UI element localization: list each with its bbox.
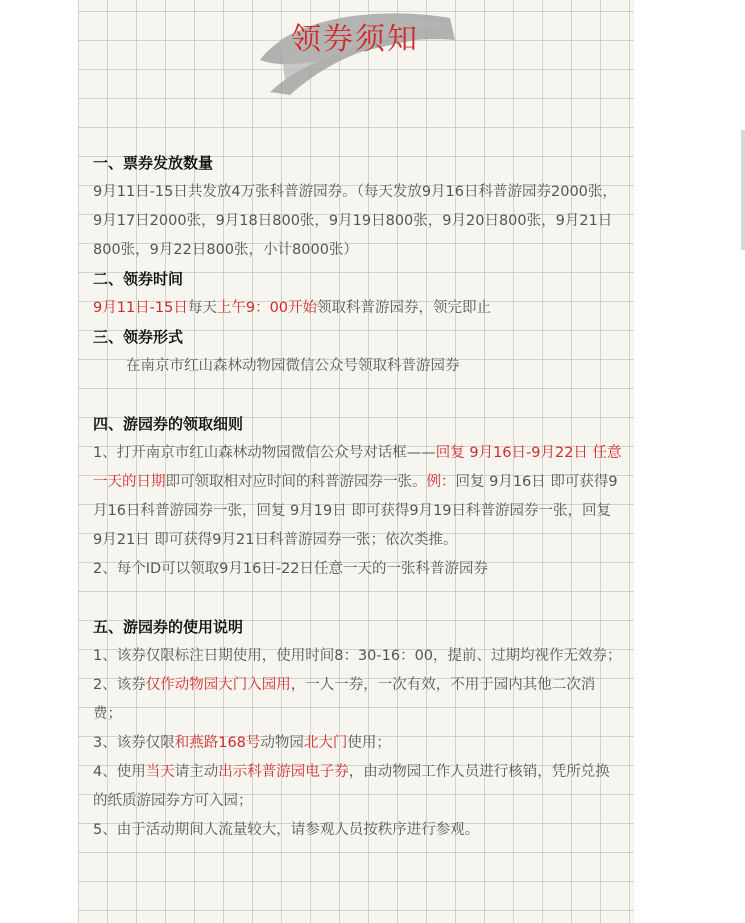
list-item: 5、由于活动期间人流量较大，请参观人员按秩序进行参观。 <box>93 822 480 838</box>
highlight-text: 当天 <box>145 764 175 780</box>
section-heading: 一、票券发放数量 <box>93 154 214 172</box>
highlight-text: 例： <box>426 474 456 490</box>
page-title: 领券须知 <box>291 22 419 57</box>
list-item: 4、使用当天请主动出示科普游园电子券，由动物园工作人员进行核销，凭所兑换的纸质游园券方可入园； <box>93 764 610 809</box>
section-text: 在南京市红山森林动物园微信公众号领取科普游园券 <box>126 358 460 374</box>
list-item: 3、该券仅限和燕路168号动物园北大门使用； <box>93 735 391 751</box>
highlight-text: 出示科普游园电子券 <box>218 764 349 780</box>
highlight-text: 北大门 <box>303 735 348 751</box>
highlight-text: 和燕路168号 <box>174 735 261 751</box>
section-heading: 五、游园券的使用说明 <box>93 618 244 636</box>
highlight-text: 上午9：00开始 <box>216 300 318 316</box>
section-heading: 四、游园券的领取细则 <box>93 415 244 433</box>
list-item: 1、打开南京市红山森林动物园微信公众号对话框——回复 9月16日-9月22日 任意一天的日期即可领取相对应时间的科普游园券一张。例：回复 9月16日 即可获得9月16日科普游园券一张，回复 9月19日 即可获得9月19日科普游园券一张，回复 9月21日 即可获得9月21日科普游园券一张；依次类推。 <box>93 445 622 548</box>
section-heading: 三、领券形式 <box>93 328 184 346</box>
scrollbar-edge <box>741 130 745 250</box>
list-item: 2、该券仅作动物园大门入园用，一人一券，一次有效，不用于园内其他二次消费； <box>93 677 596 722</box>
section-heading: 二、领券时间 <box>93 270 184 288</box>
section-text: 9月11日-15日共发放4万张科普游园券。（每天发放9月16日科普游园券2000张，9月17日2000张，9月18日800张，9月19日800张，9月20日800张，9月21日800张，9月22日800张，小计8000张） <box>93 184 617 258</box>
highlight-text: 回复 9月16日-9月22日 任意一天的日期 <box>93 445 622 490</box>
notice-content <box>93 149 623 845</box>
highlight-text: 仅作动物园大门入园用 <box>145 677 291 693</box>
highlight-text: 9月11日-15日 <box>93 300 188 316</box>
list-item: 1、该券仅限标注日期使用，使用时间8：30-16：00，提前、过期均视作无效券； <box>93 648 622 664</box>
list-item: 2、每个ID可以领取9月16日-22日任意一天的一张科普游园券 <box>93 561 489 577</box>
section-text: 9月11日-15日每天上午9：00开始领取科普游园券，领完即止 <box>93 300 492 316</box>
